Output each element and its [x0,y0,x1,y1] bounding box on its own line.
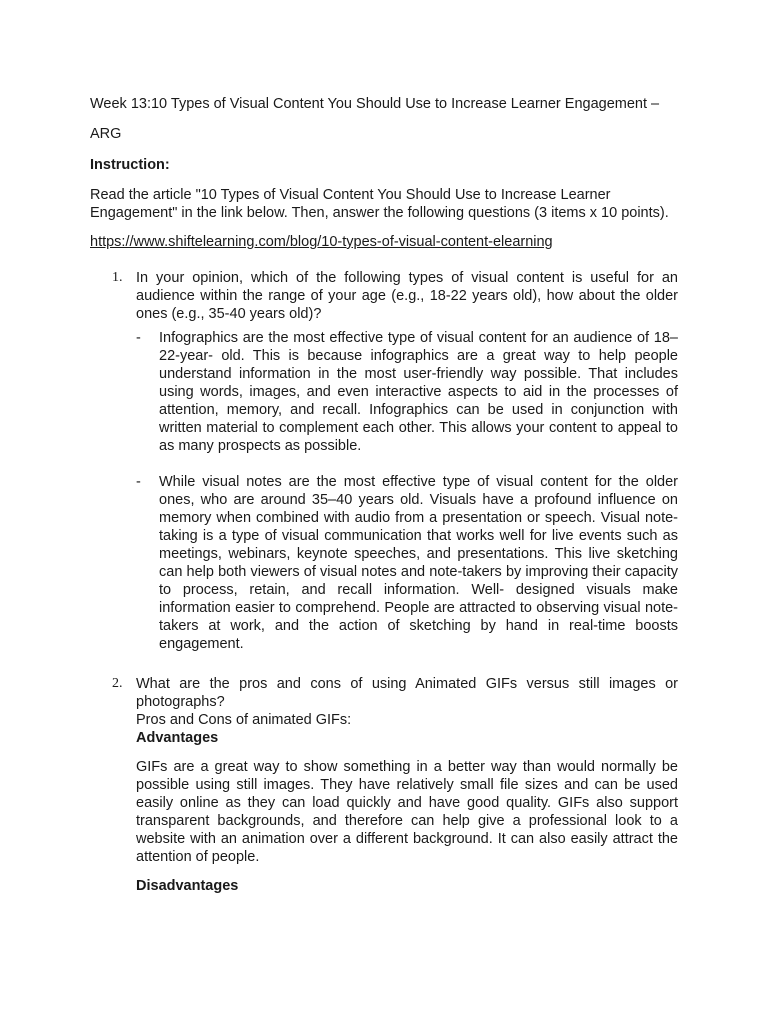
answer-bullet-text: While visual notes are the most effective type of visual content for the older ones, who are around 35–40 years old. Visuals have a profound influence on memory when combined with audio from a presentation or speech. Visual note-taking is a type of visual communication that works well for live events such as meetings, webinars, keynote speeches, and presentations. This live sketching can help both viewers of visual notes and note-takers by improving their capacity to process, retain, and recall information. Well- designed visuals make information easier to comprehend. People are attracted to observing visual note-takers at work, and the action of sketching by hand in real-time boosts engagement. [159,474,678,652]
article-link[interactable]: https://www.shiftelearning.com/blog/10-types-of-visual-content-elearning [90,234,553,250]
instruction-heading: Instruction: [90,157,170,173]
dash-bullet-icon: - [136,330,141,346]
answer-bullets [136,329,678,653]
question-1 [90,269,678,653]
answer-bullet [136,329,678,455]
dash-bullet-icon: - [136,474,141,490]
disadvantages-heading: Disadvantages [136,878,239,894]
instruction-text: Read the article "10 Types of Visual Content You Should Use to Increase Learner Engagement" in the link below. Then, answer the following questions (3 items x 10 points). [90,187,669,221]
question-number: 1. [112,270,123,285]
advantages-text: GIFs are a great way to show something in a better way than would normally be possible using still images. They have relatively small file sizes and can be used easily online as they can load quickly and have good quality. GIFs also support transparent backgrounds, and therefore can help give a professional look to a website with an animation over a different background. It can also easily attract the attention of people. [136,759,678,865]
advantages-heading: Advantages [136,730,219,746]
answer-bullet-text: Infographics are the most effective type of visual content for an audience of 18–22-year- old. This is because infographics are a great way to help people understand information in the most user-friendly way possible. That includes using words, images, and even interactive aspects to aid in the processes of attention, memory, and recall. Infographics can be used in conjunction with written material to complement each other. This allows your content to appeal to as many prospects as possible. [159,330,678,454]
question-2 [90,675,678,895]
document-title: Week 13:10 Types of Visual Content You Should Use to Increase Learner Engagement – [90,96,660,112]
question-number: 2. [112,676,123,691]
answer-bullet [136,473,678,653]
section-subtitle: Pros and Cons of animated GIFs: [136,712,352,728]
question-list [90,269,678,895]
question-text: In your opinion, which of the following types of visual content is useful for an audience within the range of your age (e.g., 18-22 years old), how about the older ones (e.g., 35-40 years old)? [136,270,678,322]
question-text: What are the pros and cons of using Animated GIFs versus still images or photographs? [136,676,678,710]
document-title-continued: ARG [90,126,122,142]
